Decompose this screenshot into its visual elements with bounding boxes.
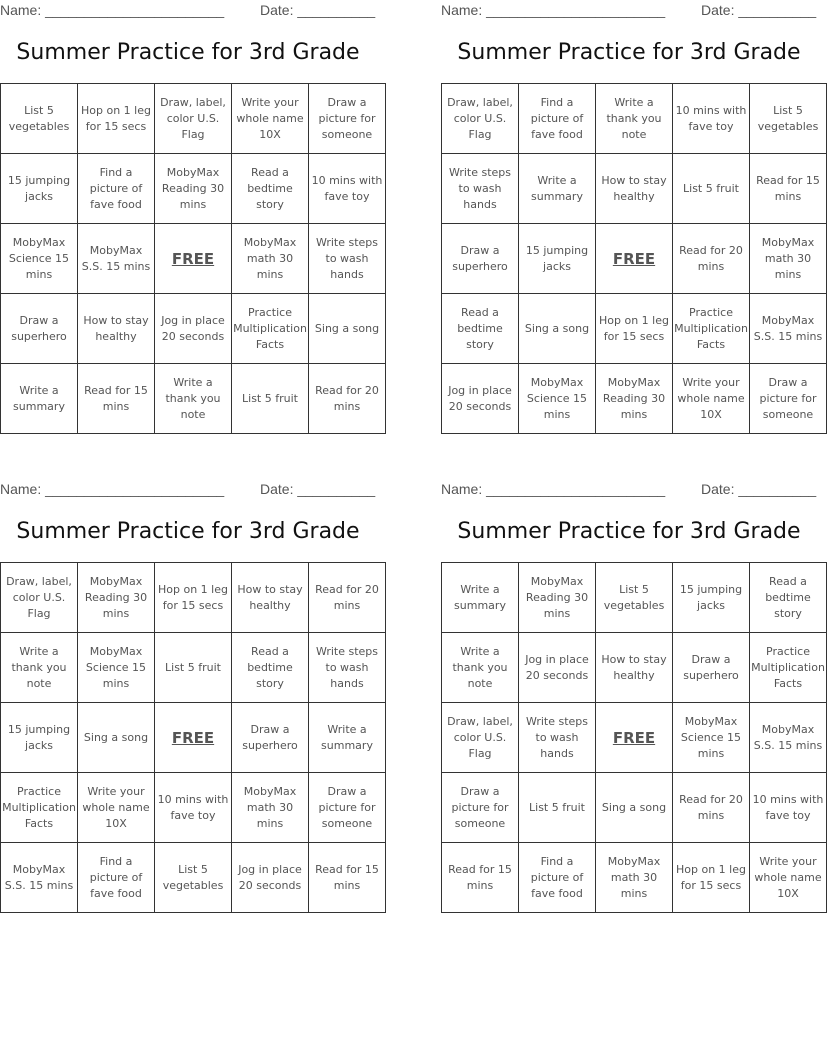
bingo-cell: List 5 vegetables [1, 84, 78, 154]
bingo-cell: List 5 vegetables [596, 563, 673, 633]
bingo-cell: Write a summary [442, 563, 519, 633]
free-space: FREE [155, 224, 232, 294]
bingo-row [1, 843, 386, 913]
bingo-row [442, 364, 827, 434]
bingo-cell: Find a picture of fave food [519, 843, 596, 913]
bingo-grid [0, 562, 386, 913]
bingo-row [1, 563, 386, 633]
bingo-cell: MobyMax math 30 mins [232, 773, 309, 843]
bingo-cell: Write a thank you note [442, 633, 519, 703]
bingo-cell: Write a summary [519, 154, 596, 224]
bingo-cell: Draw, label, color U.S. Flag [1, 563, 78, 633]
bingo-cell: MobyMax S.S. 15 mins [750, 294, 827, 364]
bingo-card [0, 479, 379, 919]
bingo-card [441, 479, 825, 919]
bingo-row [442, 633, 827, 703]
bingo-cell: Hop on 1 leg for 15 secs [673, 843, 750, 913]
bingo-cell: 15 jumping jacks [1, 154, 78, 224]
card-title: Summer Practice for 3rd Grade [16, 519, 360, 544]
bingo-cell: How to stay healthy [78, 294, 155, 364]
bingo-cell: Draw a superhero [673, 633, 750, 703]
free-space: FREE [596, 224, 673, 294]
bingo-row [442, 154, 827, 224]
date-field-label: Date: __________ [701, 481, 817, 497]
bingo-cell: List 5 vegetables [750, 84, 827, 154]
bingo-grid [441, 562, 827, 913]
bingo-cell: Write steps to wash hands [519, 703, 596, 773]
bingo-cell: Draw a picture for someone [750, 364, 827, 434]
bingo-cell: Draw, label, color U.S. Flag [155, 84, 232, 154]
bingo-cell: 10 mins with fave toy [155, 773, 232, 843]
card-title: Summer Practice for 3rd Grade [457, 519, 801, 544]
date-field-label: Date: __________ [260, 481, 376, 497]
bingo-cell: Read a bedtime story [750, 563, 827, 633]
bingo-cell: Read a bedtime story [232, 154, 309, 224]
bingo-row [442, 773, 827, 843]
bingo-cell: MobyMax S.S. 15 mins [78, 224, 155, 294]
bingo-cell: Jog in place 20 seconds [442, 364, 519, 434]
bingo-cell: Sing a song [596, 773, 673, 843]
bingo-cell: Hop on 1 leg for 15 secs [78, 84, 155, 154]
bingo-cell: Practice Multiplication Facts [1, 773, 78, 843]
bingo-row [442, 563, 827, 633]
bingo-cell: Write your whole name 10X [78, 773, 155, 843]
bingo-cell: Draw a superhero [1, 294, 78, 364]
card-title: Summer Practice for 3rd Grade [457, 40, 801, 65]
bingo-cell: Read for 20 mins [309, 563, 386, 633]
bingo-cell: Read for 15 mins [78, 364, 155, 434]
bingo-cell: List 5 fruit [519, 773, 596, 843]
bingo-cell: MobyMax Science 15 mins [1, 224, 78, 294]
bingo-cell: MobyMax math 30 mins [232, 224, 309, 294]
bingo-cell: Write your whole name 10X [232, 84, 309, 154]
bingo-row [1, 773, 386, 843]
bingo-row [442, 224, 827, 294]
bingo-cell: Draw, label, color U.S. Flag [442, 703, 519, 773]
bingo-cell: Jog in place 20 seconds [519, 633, 596, 703]
bingo-cell: Practice Multiplication Facts [673, 294, 750, 364]
bingo-cell: MobyMax Reading 30 mins [519, 563, 596, 633]
bingo-cell: List 5 fruit [155, 633, 232, 703]
bingo-cell: List 5 vegetables [155, 843, 232, 913]
date-field-label: Date: __________ [260, 2, 376, 18]
bingo-cell: How to stay healthy [596, 154, 673, 224]
bingo-cell: 10 mins with fave toy [673, 84, 750, 154]
bingo-cell: MobyMax Science 15 mins [519, 364, 596, 434]
bingo-cell: MobyMax math 30 mins [750, 224, 827, 294]
bingo-cell: Sing a song [78, 703, 155, 773]
bingo-cell: Write your whole name 10X [673, 364, 750, 434]
bingo-row [1, 364, 386, 434]
bingo-row [442, 294, 827, 364]
name-field-label: Name: _______________________ [0, 481, 225, 497]
bingo-card [441, 0, 823, 440]
bingo-card [0, 0, 383, 440]
bingo-cell: Practice Multiplication Facts [750, 633, 827, 703]
bingo-cell: How to stay healthy [232, 563, 309, 633]
name-field-label: Name: _______________________ [441, 481, 666, 497]
bingo-row [442, 84, 827, 154]
date-field-label: Date: __________ [701, 2, 817, 18]
bingo-cell: Draw a picture for someone [442, 773, 519, 843]
bingo-cell: 15 jumping jacks [673, 563, 750, 633]
bingo-row [1, 703, 386, 773]
bingo-cell: MobyMax S.S. 15 mins [750, 703, 827, 773]
bingo-cell: Read for 15 mins [442, 843, 519, 913]
bingo-cell: How to stay healthy [596, 633, 673, 703]
bingo-row [442, 703, 827, 773]
bingo-row [442, 843, 827, 913]
bingo-cell: Write steps to wash hands [309, 633, 386, 703]
free-space: FREE [155, 703, 232, 773]
name-field-label: Name: _______________________ [0, 2, 225, 18]
bingo-grid [0, 83, 386, 434]
bingo-cell: Read for 15 mins [750, 154, 827, 224]
bingo-cell: Find a picture of fave food [78, 843, 155, 913]
bingo-cell: Draw a superhero [232, 703, 309, 773]
bingo-cell: Find a picture of fave food [78, 154, 155, 224]
bingo-cell: Write steps to wash hands [309, 224, 386, 294]
bingo-cell: Practice Multiplication Facts [232, 294, 309, 364]
card-header [0, 2, 376, 20]
bingo-cell: MobyMax Reading 30 mins [78, 563, 155, 633]
bingo-cell: 10 mins with fave toy [309, 154, 386, 224]
bingo-cell: Write a summary [309, 703, 386, 773]
bingo-cell: Jog in place 20 seconds [232, 843, 309, 913]
bingo-cell: Draw a picture for someone [309, 84, 386, 154]
card-header [0, 481, 376, 499]
bingo-cell: List 5 fruit [673, 154, 750, 224]
bingo-cell: MobyMax math 30 mins [596, 843, 673, 913]
bingo-cell: 15 jumping jacks [519, 224, 596, 294]
bingo-cell: Write your whole name 10X [750, 843, 827, 913]
bingo-cell: MobyMax Reading 30 mins [596, 364, 673, 434]
bingo-cell: MobyMax S.S. 15 mins [1, 843, 78, 913]
bingo-cell: Write a thank you note [155, 364, 232, 434]
bingo-cell: Read for 20 mins [309, 364, 386, 434]
bingo-cell: Write a thank you note [1, 633, 78, 703]
bingo-cell: Read for 20 mins [673, 224, 750, 294]
bingo-row [1, 154, 386, 224]
free-space: FREE [596, 703, 673, 773]
bingo-cell: Hop on 1 leg for 15 secs [155, 563, 232, 633]
bingo-cell: MobyMax Science 15 mins [78, 633, 155, 703]
bingo-cell: Sing a song [309, 294, 386, 364]
bingo-cell: List 5 fruit [232, 364, 309, 434]
bingo-cell: Draw, label, color U.S. Flag [442, 84, 519, 154]
bingo-cell: Jog in place 20 seconds [155, 294, 232, 364]
bingo-grid [441, 83, 827, 434]
bingo-cell: Hop on 1 leg for 15 secs [596, 294, 673, 364]
bingo-row [1, 84, 386, 154]
bingo-row [1, 633, 386, 703]
bingo-cell: MobyMax Science 15 mins [673, 703, 750, 773]
bingo-cell: Write steps to wash hands [442, 154, 519, 224]
bingo-cell: Sing a song [519, 294, 596, 364]
bingo-cell: MobyMax Reading 30 mins [155, 154, 232, 224]
bingo-cell: Write a thank you note [596, 84, 673, 154]
bingo-cell: Write a summary [1, 364, 78, 434]
bingo-cell: Find a picture of fave food [519, 84, 596, 154]
bingo-cell: Read a bedtime story [442, 294, 519, 364]
card-header [441, 481, 817, 499]
bingo-cell: Read for 15 mins [309, 843, 386, 913]
name-field-label: Name: _______________________ [441, 2, 666, 18]
bingo-cell: 10 mins with fave toy [750, 773, 827, 843]
bingo-row [1, 224, 386, 294]
bingo-cell: Read a bedtime story [232, 633, 309, 703]
card-title: Summer Practice for 3rd Grade [16, 40, 360, 65]
bingo-cell: 15 jumping jacks [1, 703, 78, 773]
bingo-cell: Read for 20 mins [673, 773, 750, 843]
bingo-cell: Draw a picture for someone [309, 773, 386, 843]
bingo-row [1, 294, 386, 364]
bingo-cell: Draw a superhero [442, 224, 519, 294]
card-header [441, 2, 817, 20]
